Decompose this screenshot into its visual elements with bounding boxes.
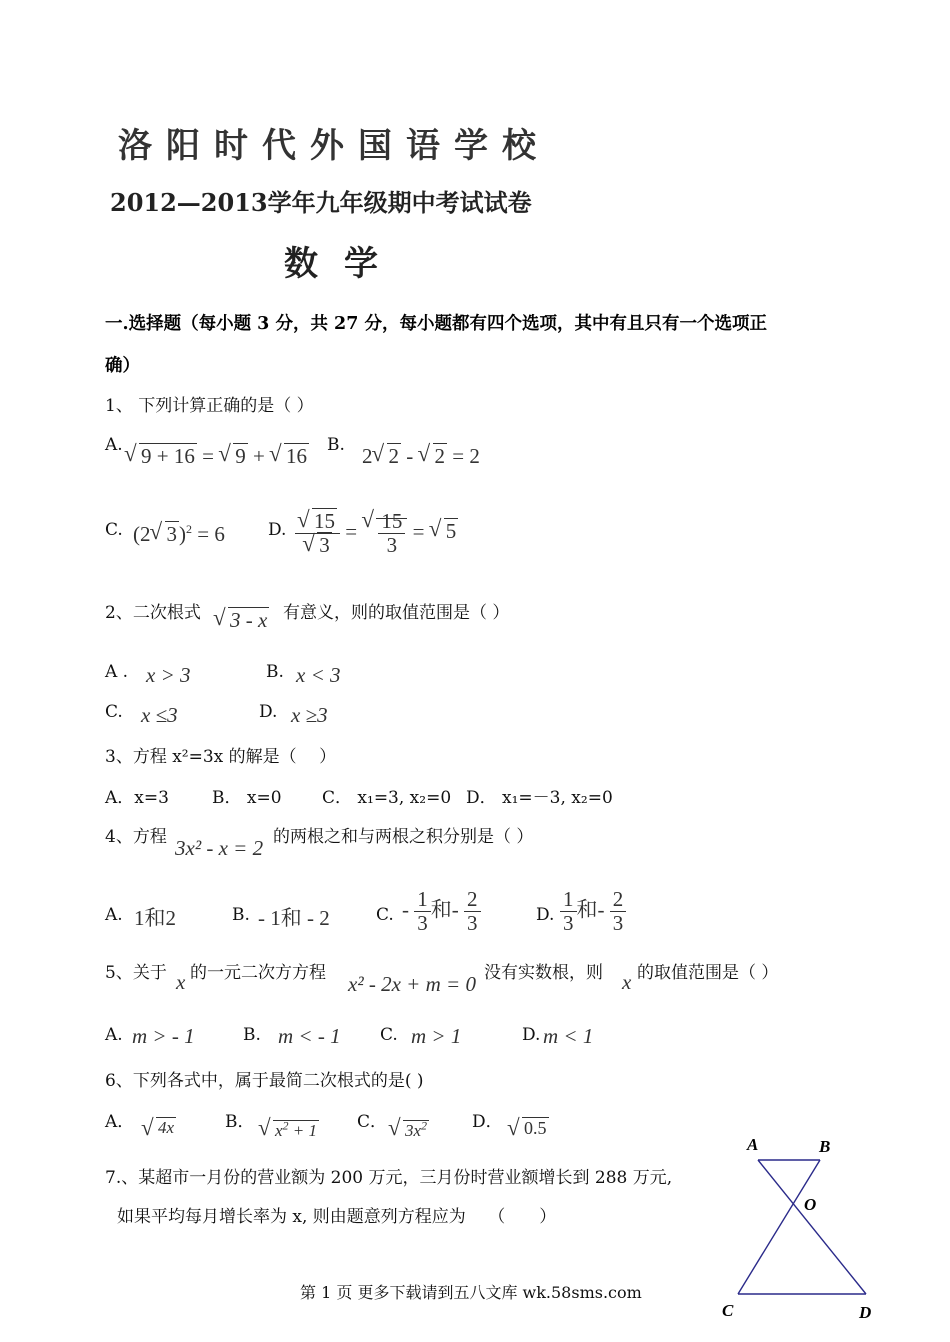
- q5-b-label: B.: [243, 1025, 261, 1045]
- q6-a-expr: √ 4x: [142, 1118, 176, 1138]
- segment-ad: [758, 1160, 866, 1294]
- segment-bc: [738, 1160, 820, 1294]
- q5-d-label: D.: [522, 1025, 541, 1045]
- q1-b-label: B.: [327, 435, 345, 455]
- label-c: C: [722, 1301, 734, 1320]
- q3-b: B． x=0: [212, 788, 282, 808]
- q1-b-expr: 2√ 2 - √ 2 = 2: [362, 444, 480, 469]
- q1-c-expr: (2√ 3)$^2$ = 6: [133, 522, 225, 547]
- q2-stem-post: 有意义，则的取值范围是（ ）: [283, 603, 510, 623]
- q5-stem-mid: 的一元二次方方程: [190, 963, 326, 983]
- q5-var: x: [176, 970, 186, 994]
- q1-a-expr: √ 9 + 16 = √ 9 + √ 16: [125, 444, 309, 469]
- q5-d-expr: m < 1: [543, 1024, 594, 1048]
- q5-stem-pre: 5、关于: [105, 963, 167, 983]
- label-b: B: [819, 1137, 831, 1156]
- label-o: O: [804, 1195, 817, 1214]
- q7-line1: 7.、某超市一月份的营业额为 200 万元，三月份时营业额增长到 288 万元,: [105, 1168, 673, 1188]
- q4-c-label: C.: [376, 905, 394, 925]
- q2-c-expr: x ≤3: [141, 703, 178, 727]
- subject-title: 数学: [284, 244, 404, 284]
- q2-radicand: 3 - x: [230, 608, 268, 632]
- q5-stem-mid2: 没有实数根，则: [484, 963, 603, 983]
- page-footer: 第 1 页 更多下载请到五八文库 wk.58sms.com: [300, 1283, 642, 1302]
- q7-line2: 如果平均每月增长率为 x, 则由题意列方程应为 （ ）: [117, 1207, 557, 1227]
- q5-c-label: C.: [380, 1025, 398, 1045]
- q4-a-expr: 1和2: [134, 906, 176, 930]
- q2-b-expr: x < 3: [296, 663, 341, 687]
- geometry-figure: [720, 1128, 890, 1328]
- q6-c-label: C．: [357, 1112, 388, 1132]
- q6-c-expr: √ $3x^2$: [389, 1118, 429, 1141]
- q4-stem-pre: 4、方程: [105, 827, 167, 847]
- q3-stem: 3、方程 x²=3x 的解是（ ）: [105, 747, 337, 767]
- q6-d-label: D．: [472, 1112, 503, 1132]
- q5-equation: x² - 2x + m = 0: [348, 972, 476, 996]
- q2-stem-pre: 2、二次根式: [105, 603, 201, 623]
- q4-c-and: 和: [430, 897, 452, 922]
- q2-a-expr: x > 3: [146, 663, 191, 687]
- q4-b-label: B.: [232, 905, 250, 925]
- q3-a: A．x=3: [105, 788, 169, 808]
- q5-c-expr: m > 1: [411, 1024, 462, 1048]
- exam-title: 2012—2013学年九年级期中考试试卷: [110, 188, 532, 217]
- q2-d-label: D.: [259, 702, 278, 722]
- q4-b-expr: - 1和 - 2: [258, 906, 330, 930]
- section-heading-cont: 确）: [105, 356, 140, 376]
- q2-d-expr: x ≥3: [291, 703, 328, 727]
- q6-stem: 6、下列各式中，属于最简二次根式的是( ): [105, 1071, 424, 1091]
- q6-b-label: B．: [225, 1112, 255, 1132]
- q5-a-label: A.: [105, 1025, 123, 1045]
- q1-stem: 1、 下列计算正确的是（ ）: [105, 396, 314, 416]
- q6-b-expr: √ $x^2 + 1$: [259, 1118, 319, 1141]
- q4-equation: 3x² - x = 2: [175, 836, 264, 860]
- q3-c: C． x₁=3, x₂=0: [322, 788, 452, 808]
- q1-c-label: C.: [105, 520, 123, 540]
- q2-c-label: C.: [105, 702, 123, 722]
- q4-d-expr: $\frac{1}{3}$ 和- $\frac{2}{3}$: [560, 888, 626, 935]
- q4-d-label: D.: [536, 905, 555, 925]
- school-name: 洛阳时代外国语学校: [118, 126, 550, 166]
- q2-radical: [214, 608, 269, 633]
- q4-stem-post: 的两根之和与两根之积分别是（ ）: [273, 827, 534, 847]
- q2-a-label: A .: [105, 662, 129, 682]
- q1-d-label: D.: [268, 520, 287, 540]
- label-a: A: [747, 1135, 759, 1154]
- q4-a-label: A.: [105, 905, 123, 925]
- label-d: D: [859, 1303, 872, 1322]
- q2-b-label: B.: [266, 662, 284, 682]
- q5-stem-post: 的取值范围是（ ）: [637, 963, 779, 983]
- q1-a-label: A.: [105, 435, 123, 455]
- section-heading: 一.选择题（每小题 3 分，共 27 分，每小题都有四个选项，其中有且只有一个选项正: [105, 314, 767, 334]
- q5-var-2: x: [622, 970, 632, 994]
- q6-a-label: A．: [105, 1112, 135, 1132]
- q6-d-expr: √ 0.5: [508, 1118, 549, 1139]
- q5-a-expr: m > - 1: [132, 1024, 195, 1048]
- q5-b-expr: m < - 1: [278, 1024, 341, 1048]
- q4-d-and: 和: [576, 897, 598, 922]
- q4-c-expr: - $\frac{1}{3}$ 和- $\frac{2}{3}$: [402, 888, 481, 935]
- q3-d: D． x₁=－3, x₂=0: [466, 788, 613, 808]
- q1-d-expr: √ 15 √ 3 = √ $\frac{15}{3}$ = √ 5: [295, 510, 458, 557]
